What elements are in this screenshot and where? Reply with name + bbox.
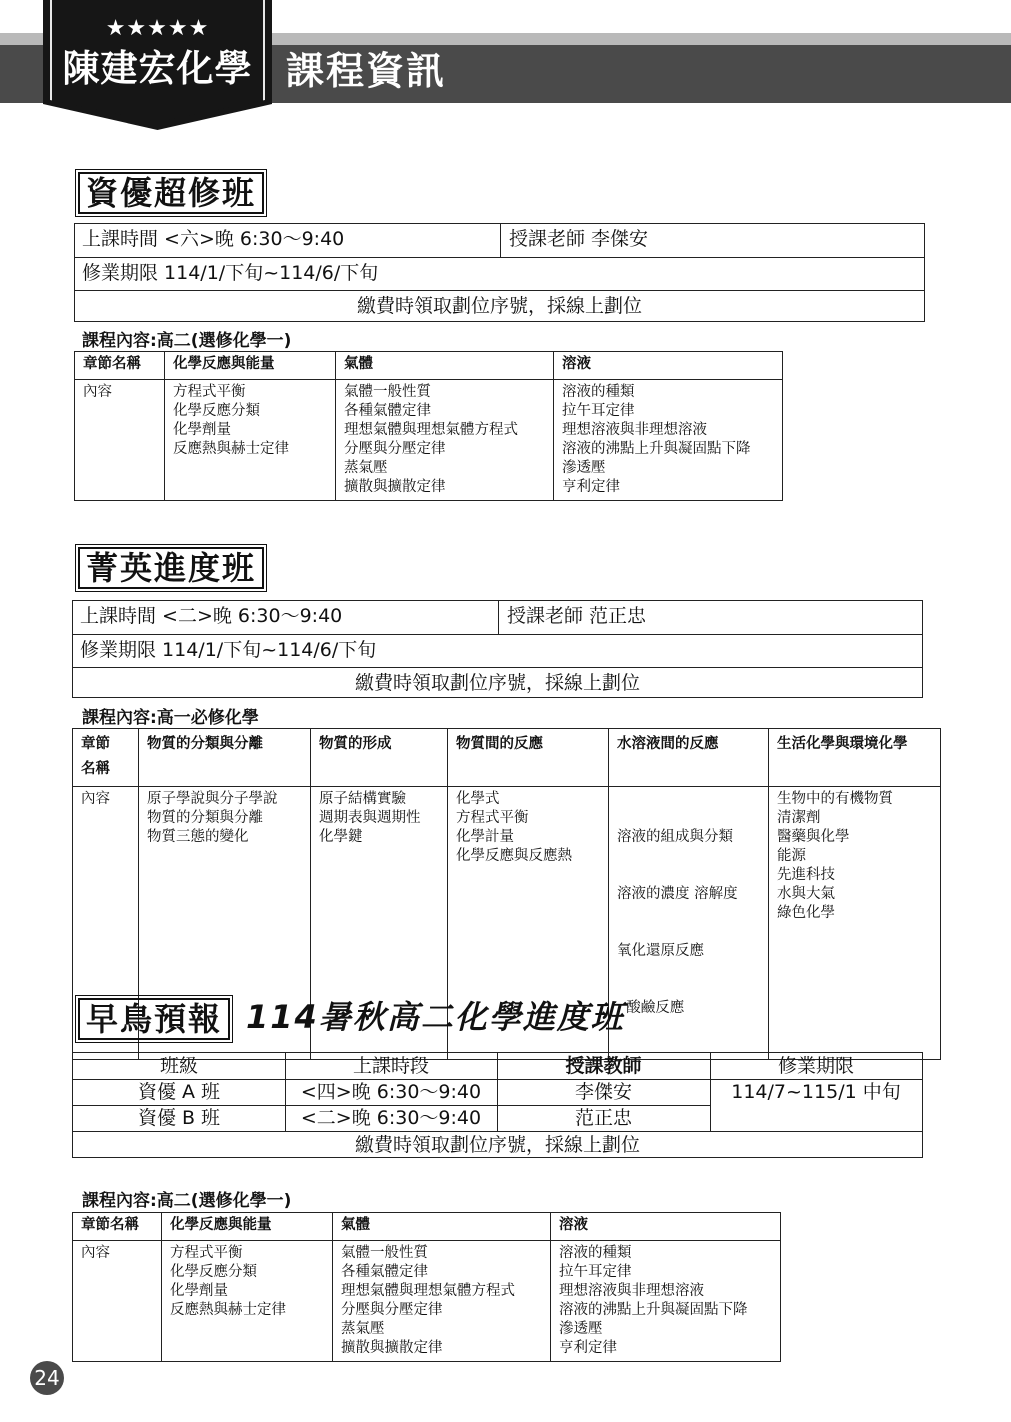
elite-note: 繳費時領取劃位序號，採線上劃位 <box>354 672 640 694</box>
table-row <box>73 1241 781 1362</box>
class-teacher: 范正忠 <box>574 1107 632 1129</box>
table-header-row <box>73 729 941 787</box>
topic: 生物中的有機物質 <box>777 791 893 807</box>
topic: 蒸氣壓 <box>344 460 388 476</box>
early-bird-content-table <box>72 1212 781 1362</box>
table-header-row <box>73 1213 781 1241</box>
gifted-schedule-box <box>74 223 925 322</box>
topic: 化學計量 <box>456 829 514 845</box>
elite-period-row <box>73 634 922 667</box>
header-cell: 章節名稱 <box>73 1213 162 1241</box>
header-cell: 章節名稱 <box>75 352 165 380</box>
header-cell: 物質的形成 <box>311 729 448 787</box>
header-cell: 氣體 <box>333 1213 551 1241</box>
class-name: 資優 B 班 <box>137 1107 221 1129</box>
column-header: 授課教師 <box>565 1055 642 1077</box>
content-cell <box>162 1241 333 1362</box>
content-cell <box>165 380 336 501</box>
gifted-period-row <box>75 257 924 290</box>
divider <box>498 601 499 634</box>
topic: 原子學說與分子學說 <box>147 791 278 807</box>
topic: 各種氣體定律 <box>344 403 431 419</box>
topic: 方程式平衡 <box>170 1245 243 1261</box>
header-cell: 水溶液間的反應 <box>609 729 769 787</box>
elite-schedule-box <box>72 600 923 698</box>
topic: 拉午耳定律 <box>562 403 635 419</box>
topic: 物質三態的變化 <box>147 829 249 845</box>
topic: 氧化還原反應 <box>617 943 704 959</box>
header-cell: 化學反應與能量 <box>165 352 336 380</box>
topic: 理想溶液與非理想溶液 <box>559 1283 704 1299</box>
content-cell <box>554 380 783 501</box>
page-number: 24 <box>30 1361 64 1395</box>
topic: 物質的分類與分離 <box>147 810 263 826</box>
class-teacher: 李傑安 <box>574 1081 632 1103</box>
elite-content-label: 課程內容:高一必修化學 <box>82 708 259 728</box>
header-label-line: 章節 <box>81 736 110 752</box>
gifted-note-row <box>75 290 924 322</box>
gifted-time-row <box>75 224 924 257</box>
elite-period: 修業期限 114/1/下旬~114/6/下旬 <box>80 639 377 661</box>
class-name: 資優 A 班 <box>137 1081 221 1103</box>
topic: 清潔劑 <box>777 810 821 826</box>
topic: 溶液的濃度 溶解度 <box>617 886 738 902</box>
topic: 亨利定律 <box>559 1340 617 1356</box>
header-cell: 化學反應與能量 <box>162 1213 333 1241</box>
gifted-note: 繳費時領取劃位序號，採線上劃位 <box>356 295 642 317</box>
topic: 化學劑量 <box>173 422 231 438</box>
topic: 溶液的種類 <box>562 384 635 400</box>
class-time: <四>晚 6:30～9:40 <box>300 1081 482 1103</box>
divider <box>500 224 501 257</box>
column-header: 班級 <box>159 1055 198 1077</box>
topic: 醫藥與化學 <box>777 829 850 845</box>
topic: 氣體一般性質 <box>341 1245 428 1261</box>
content-cell <box>551 1241 781 1362</box>
topic: 反應熱與赫士定律 <box>170 1302 286 1318</box>
section-title-gifted: 資優超修班 <box>78 172 264 214</box>
topic: 方程式平衡 <box>173 384 246 400</box>
early-bird-subtitle: 114暑秋高二化學進度班 <box>246 998 625 1036</box>
row-label: 內容 <box>73 1241 162 1362</box>
page-title: 課程資訊 <box>286 49 447 93</box>
gifted-teacher: 授課老師 李傑安 <box>509 228 649 250</box>
topic: 拉午耳定律 <box>559 1264 632 1280</box>
content-cell <box>769 787 941 1060</box>
topic: 能源 <box>777 848 806 864</box>
topic: 滲透壓 <box>559 1321 603 1337</box>
topic: 分壓與分壓定律 <box>341 1302 443 1318</box>
content-cell <box>336 380 554 501</box>
section-title-elite: 菁英進度班 <box>78 547 264 589</box>
topic: 各種氣體定律 <box>341 1264 428 1280</box>
topic: 溶液的沸點上升與凝固點下降 <box>559 1302 748 1318</box>
topic: 理想溶液與非理想溶液 <box>562 422 707 438</box>
header-cell: 生活化學與環境化學 <box>769 729 941 787</box>
brand-name: 陳建宏化學 <box>62 47 253 90</box>
header-cell: 物質的分類與分離 <box>139 729 311 787</box>
topic: 方程式平衡 <box>456 810 529 826</box>
elite-note-row <box>73 667 922 698</box>
column-header: 上課時段 <box>352 1055 429 1077</box>
elite-teacher: 授課老師 范正忠 <box>507 605 647 627</box>
topic: 化學劑量 <box>170 1283 228 1299</box>
topic: 化學反應分類 <box>170 1264 257 1280</box>
gifted-time: 上課時間 <六>晚 6:30～9:40 <box>82 228 345 250</box>
topic: 化學反應分類 <box>173 403 260 419</box>
topic: 亨利定律 <box>562 479 620 495</box>
early-bird-note: 繳費時領取劃位序號，採線上劃位 <box>354 1134 640 1156</box>
row-label: 內容 <box>75 380 165 501</box>
topic: 溶液的種類 <box>559 1245 632 1261</box>
topic: 理想氣體與理想氣體方程式 <box>344 422 518 438</box>
elite-time-row <box>73 601 922 634</box>
topic: 水與大氣 <box>777 886 835 902</box>
topic: 蒸氣壓 <box>341 1321 385 1337</box>
topic: 化學式 <box>456 791 500 807</box>
elite-time: 上課時間 <二>晚 6:30～9:40 <box>80 605 343 627</box>
topic: 綠色化學 <box>777 905 835 921</box>
topic: 化學鍵 <box>319 829 363 845</box>
topic: 理想氣體與理想氣體方程式 <box>341 1283 515 1299</box>
class-period: 114/7~115/1 中旬 <box>731 1081 901 1103</box>
header-cell: 溶液 <box>551 1213 781 1241</box>
topic: 化學反應與反應熱 <box>456 848 572 864</box>
topic: 原子結構實驗 <box>319 791 406 807</box>
header-cell: 溶液 <box>554 352 783 380</box>
brand-stars-icon: ★★★★★ <box>105 16 210 41</box>
section-title-early-bird: 早鳥預報 <box>78 998 230 1040</box>
header-cell: 物質間的反應 <box>448 729 609 787</box>
topic: 分壓與分壓定律 <box>344 441 446 457</box>
row-label: 內容 <box>73 787 139 1060</box>
early-bird-schedule-table <box>72 1052 923 1158</box>
topic: 溶液的組成與分類 <box>617 829 733 845</box>
topic: 反應熱與赫士定律 <box>173 441 289 457</box>
content-cell <box>609 787 769 1060</box>
gifted-period: 修業期限 114/1/下旬~114/6/下旬 <box>82 262 379 284</box>
header-label-line: 名稱 <box>81 761 110 777</box>
header-cell <box>73 729 139 787</box>
gifted-content-label: 課程內容:高二(選修化學一) <box>82 331 292 351</box>
topic: 氣體一般性質 <box>344 384 431 400</box>
topic: 溶液的沸點上升與凝固點下降 <box>562 441 751 457</box>
column-header: 修業期限 <box>777 1055 854 1077</box>
topic: 擴散與擴散定律 <box>344 479 446 495</box>
gifted-content-table <box>74 351 783 501</box>
early-bird-content-label: 課程內容:高二(選修化學一) <box>82 1191 292 1211</box>
topic: 滲透壓 <box>562 460 606 476</box>
topic: 擴散與擴散定律 <box>341 1340 443 1356</box>
table-header-row <box>75 352 783 380</box>
content-cell <box>333 1241 551 1362</box>
header-cell: 氣體 <box>336 352 554 380</box>
class-time: <二>晚 6:30～9:40 <box>300 1107 482 1129</box>
topic: 週期表與週期性 <box>319 810 421 826</box>
topic: 酸鹼反應 <box>617 1000 685 1016</box>
table-row <box>75 380 783 501</box>
topic: 先進科技 <box>777 867 835 883</box>
